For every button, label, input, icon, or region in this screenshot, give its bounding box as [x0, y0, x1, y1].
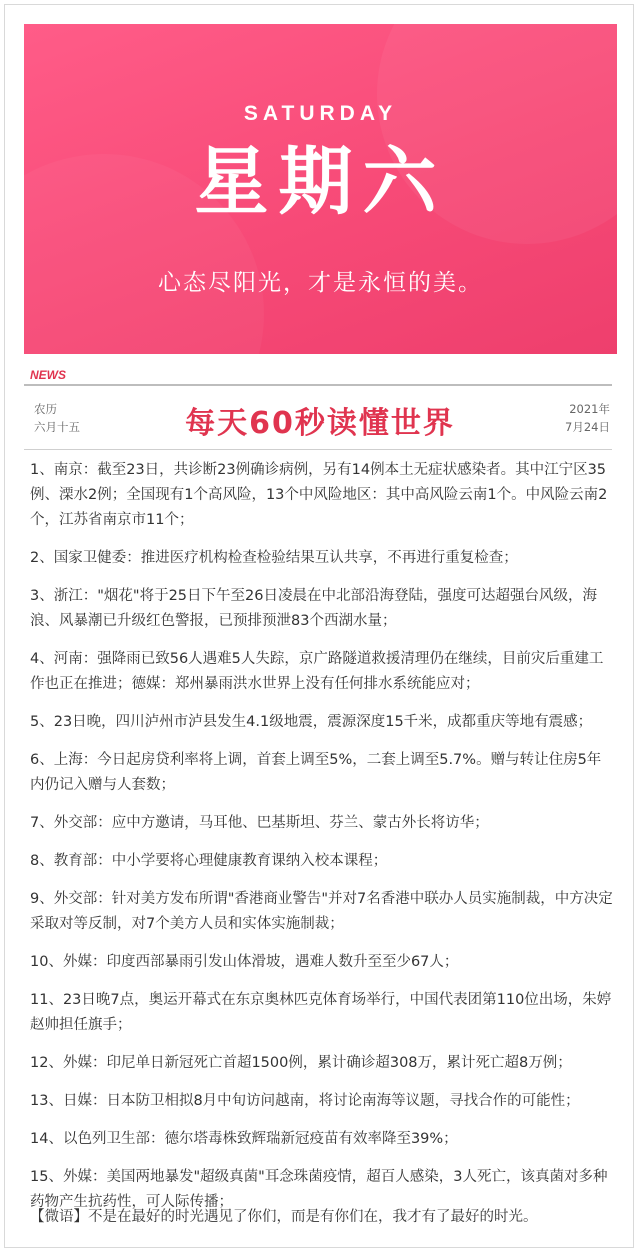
lunar-day: 六月十五: [34, 420, 80, 434]
header-divider-top: [24, 384, 612, 386]
news-tag: NEWS: [30, 368, 66, 382]
daily-quote: 【微语】不是在最好的时光遇见了你们，而是有你们在，我才有了最好的时光。: [30, 1209, 538, 1225]
day-banner: [24, 24, 617, 354]
news-item-13: 13、日媒：日本防卫相拟8月中旬访问越南，将讨论南海等议题，寻找合作的可能性；: [30, 1093, 580, 1109]
banner-motto: 心态尽阳光，才是永恒的美。: [158, 270, 483, 296]
page-title: 每天60秒读懂世界: [185, 406, 455, 441]
weekday-chinese: 星期六: [194, 139, 447, 225]
news-item-5: 5、23日晚，四川泸州市泸县发生4.1级地震，震源深度15千米，成都重庆等地有震感；: [30, 714, 593, 730]
news-item-4: 4、河南：强降雨已致56人遇难5人失踪，京广路隧道救援清理仍在继续，目前灾后重建工作也正在推进；德媒：郑州暴雨洪水世界上没有任何排水系统能应对；: [30, 651, 604, 692]
gregorian-date: [565, 400, 610, 436]
news-item-8: 8、教育部：中小学要将心理健康教育课纳入校本课程；: [30, 853, 388, 869]
news-item-11: 11、23日晚7点，奥运开幕式在东京奥林匹克体育场举行，中国代表团第110位出场，朱婷赵帅担任旗手；: [30, 992, 612, 1033]
header-divider-bottom: [24, 449, 612, 450]
news-item-9: 9、外交部：针对美方发布所谓"香港商业警告"并对7名香港中联办人员实施制裁，中方决定采取对等反制，对7个美方人员和实体实施制裁；: [30, 891, 613, 932]
lunar-label: 农历: [34, 402, 57, 416]
news-list: [30, 458, 614, 1228]
news-item-2: 2、国家卫健委：推进医疗机构检查检验结果互认共享，不再进行重复检查；: [30, 550, 518, 566]
news-item-3: 3、浙江："烟花"将于25日下午至26日凌晨在中北部沿海登陆，强度可达超强台风级，海浪、风暴潮已升级红色警报，已预排预泄83个西湖水量；: [30, 588, 597, 629]
news-item-12: 12、外媒：印尼单日新冠死亡首超1500例，累计确诊超308万，累计死亡超8万例；: [30, 1055, 572, 1071]
date-year: 2021年: [569, 402, 610, 416]
weekday-english: SATURDAY: [243, 102, 398, 125]
date-day: 7月24日: [565, 420, 610, 434]
news-item-15: 15、外媒：美国两地暴发"超级真菌"耳念珠菌疫情，超百人感染，3人死亡，该真菌对多种药物产生抗药性，可人际传播；: [30, 1169, 608, 1210]
news-item-6: 6、上海：今日起房贷利率将上调，首套上调至5%，二套上调至5.7%。赠与转让住房5年内仍记入赠与人套数；: [30, 752, 602, 793]
news-item-14: 14、以色列卫生部：德尔塔毒株致辉瑞新冠疫苗有效率降至39%；: [30, 1131, 458, 1147]
news-item-1: 1、南京：截至23日，共诊断23例确诊病例，另有14例本土无症状感染者。其中江宁区35例、溧水2例；全国现有1个高风险，13个中风险地区：其中高风险云南1个。中风险云南2个，江苏省南京市11个；: [30, 462, 608, 528]
news-item-7: 7、外交部：应中方邀请，马耳他、巴基斯坦、芬兰、蒙古外长将访华；: [30, 815, 489, 831]
news-item-10: 10、外媒：印度西部暴雨引发山体滑坡，遇难人数升至至少67人；: [30, 954, 459, 970]
